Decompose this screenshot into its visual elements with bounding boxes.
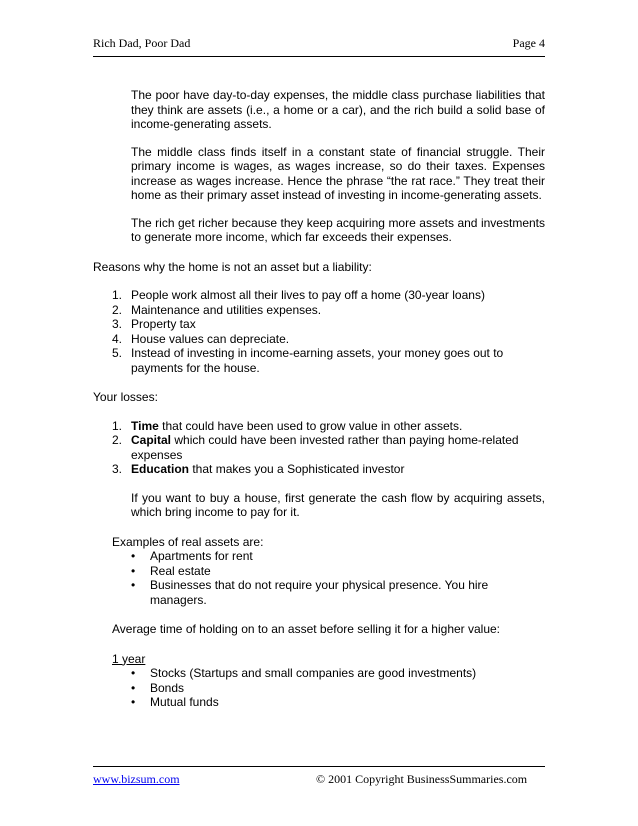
one-year-heading: 1 year <box>112 651 146 666</box>
list-item: 2. Maintenance and utilities expenses. <box>112 302 322 317</box>
bullet-icon: • <box>131 549 136 563</box>
real-assets-heading: Examples of real assets are: <box>112 534 264 549</box>
list-item: • Bonds <box>131 680 185 695</box>
real-assets-list <box>93 549 545 607</box>
list-item: • Stocks (Startups and small companies are good investments) <box>131 666 477 680</box>
footer-link[interactable]: www.bizsum.com <box>93 772 180 786</box>
bullet-icon: • <box>131 563 136 578</box>
list-item: 1. Time that could have been used to grow value in other assets. <box>112 418 463 433</box>
losses-heading: Your losses: <box>93 390 158 404</box>
list-item: 5. Instead of investing in income-earning assets, your money goes out to payments for the house. <box>112 346 504 375</box>
losses-list <box>93 419 545 477</box>
document-body <box>93 88 545 725</box>
list-item: • Mutual funds <box>131 695 219 709</box>
holding-time-text: Average time of holding on to an asset before selling it for a higher value: <box>112 622 501 636</box>
footer-copyright: © 2001 Copyright BusinessSummaries.com <box>316 772 528 786</box>
list-item: 2. Capital which could have been invested rather than paying home-related expenses <box>112 433 519 462</box>
intro-paragraph: The poor have day-to-day expenses, the middle class purchase liabilities that they think are assets (i.e., a home or a car), and the rich build a solid base of income-generating assets. <box>131 88 545 131</box>
reasons-heading: Reasons why the home is not an asset but a liability: <box>93 259 372 274</box>
footer-rule <box>93 766 545 767</box>
page-header <box>93 36 545 51</box>
advice-paragraph: If you want to buy a house, first generate the cash flow by acquiring assets, which bring income to pay for it. <box>131 490 545 519</box>
list-item: 1. People work almost all their lives to pay off a home (30-year loans) <box>112 288 485 302</box>
list-item: 3. Property tax <box>112 317 196 331</box>
bullet-icon: • <box>131 680 136 695</box>
reasons-list <box>93 288 545 375</box>
list-item: 4. House values can depreciate. <box>112 331 290 346</box>
page-number: Page 4 <box>512 36 545 50</box>
list-item: • Businesses that do not require your physical presence. You hire managers. <box>131 578 489 607</box>
intro-paragraph: The middle class finds itself in a constant state of financial struggle. Their primary income is wages, as wages increase, so do their taxes. Expenses increase as wages increase. Hence the phrase “the rat race.” They treat their home as their primary asset instead of investing in income-generating assets. <box>131 144 545 202</box>
header-title: Rich Dad, Poor Dad <box>93 36 191 50</box>
one-year-list <box>93 666 545 710</box>
page-footer <box>93 772 545 787</box>
list-item: • Real estate <box>131 563 211 578</box>
list-item: 3. Education that makes you a Sophisticated investor <box>112 462 405 476</box>
bullet-icon: • <box>131 695 136 709</box>
header-rule <box>93 56 545 57</box>
intro-paragraph: The rich get richer because they keep acquiring more assets and investments to generate more income, which far exceeds their expenses. <box>131 215 545 244</box>
bullet-icon: • <box>131 578 136 592</box>
bullet-icon: • <box>131 666 136 680</box>
list-item: • Apartments for rent <box>131 549 253 563</box>
